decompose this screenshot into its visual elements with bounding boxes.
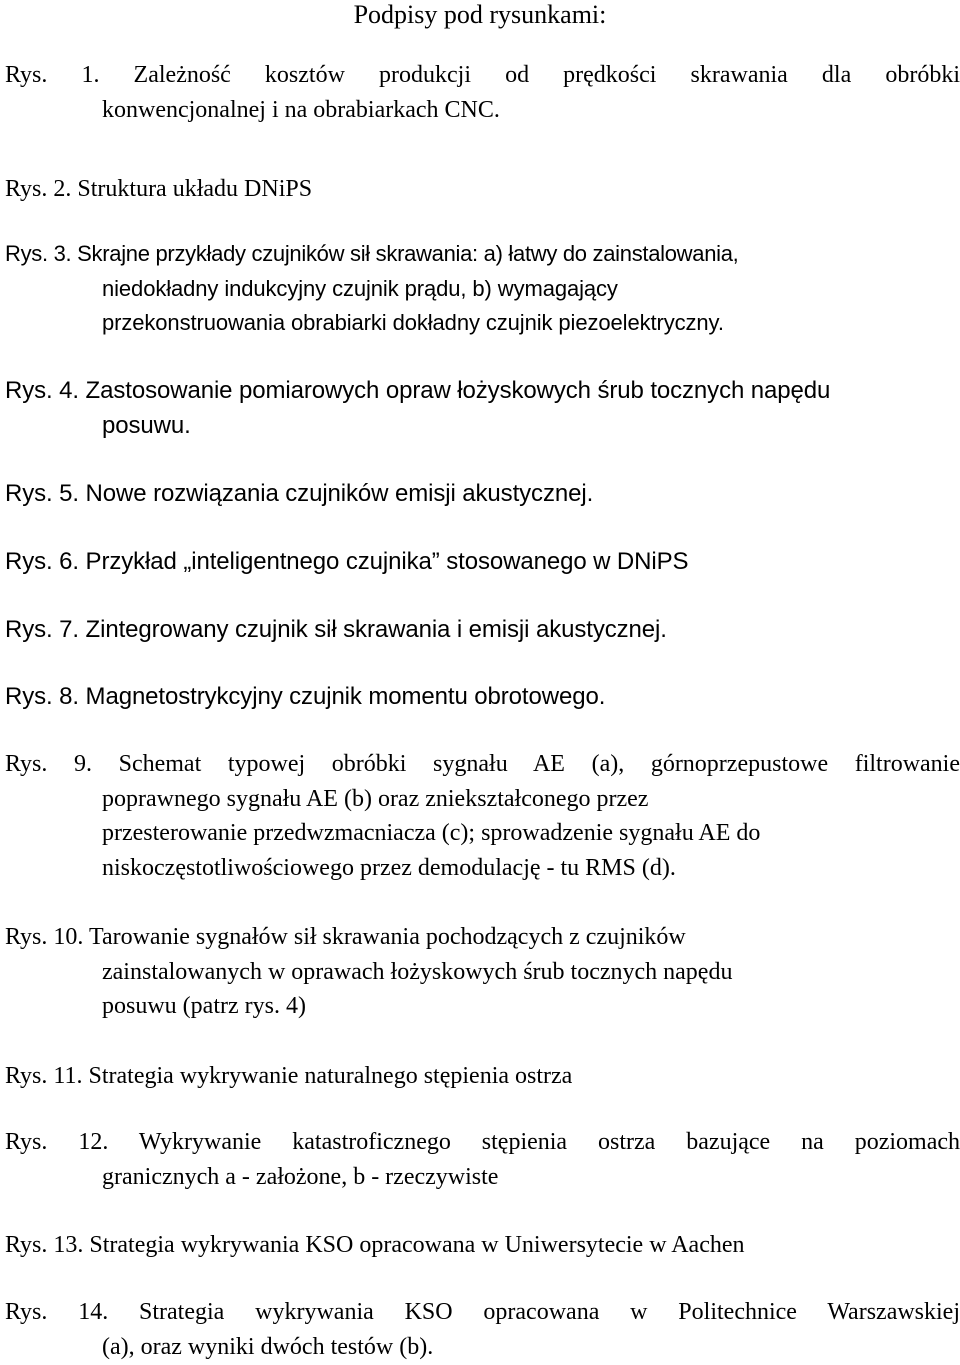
caption-line: poprawnego sygnału AE (b) oraz zniekształconego przez xyxy=(102,785,649,812)
figure-caption-2 xyxy=(5,172,960,207)
caption-line: Rys. 4. Zastosowanie pomiarowych opraw łożyskowych śrub tocznych napędu xyxy=(5,377,831,404)
figure-caption-10 xyxy=(5,920,960,1024)
figure-caption-7 xyxy=(5,613,960,648)
document-title: Podpisy pod rysunkami: xyxy=(353,0,607,29)
caption-line: Rys. 6. Przykład „inteligentnego czujnika” stosowanego w DNiPS xyxy=(5,548,689,575)
caption-line: posuwu (patrz rys. 4) xyxy=(102,993,306,1019)
caption-line: Rys. 12. Wykrywanie katastroficznego stępienia ostrza bazujące na poziomach xyxy=(5,1129,960,1155)
caption-line: Rys. 13. Strategia wykrywania KSO opracowana w Uniwersytecie w Aachen xyxy=(5,1232,745,1258)
figure-caption-4 xyxy=(5,374,960,443)
figure-caption-9 xyxy=(5,747,960,885)
caption-line: niedokładny indukcyjny czujnik prądu, b) wymagający xyxy=(102,275,618,301)
caption-line: zainstalowanych w oprawach łożyskowych śrub tocznych napędu xyxy=(102,958,733,985)
caption-line: Rys. 10. Tarowanie sygnałów sił skrawania pochodzących z czujników xyxy=(5,924,686,950)
caption-line: Rys. 3. Skrajne przykłady czujników sił skrawania: a) łatwy do zainstalowania, xyxy=(5,241,739,266)
caption-line: Rys. 2. Struktura układu DNiPS xyxy=(5,176,313,202)
figure-caption-13 xyxy=(5,1228,960,1263)
caption-line: posuwu. xyxy=(102,411,191,439)
figure-caption-8 xyxy=(5,680,960,715)
figure-caption-6 xyxy=(5,545,960,580)
figure-caption-3 xyxy=(5,237,960,341)
caption-line: Rys. 14. Strategia wykrywania KSO opracowana w Politechnice Warszawskiej xyxy=(5,1299,960,1325)
caption-line: konwencjonalnej i na obrabiarkach CNC. xyxy=(102,96,500,123)
figure-caption-5 xyxy=(5,477,960,512)
figure-caption-1 xyxy=(5,58,960,127)
caption-line: niskoczęstotliwościowego przez demodulację - tu RMS (d). xyxy=(102,854,676,881)
caption-line: przekonstruowania obrabiarki dokładny czujnik piezoelektryczny. xyxy=(102,310,724,335)
figure-caption-14 xyxy=(5,1295,960,1364)
caption-line: Rys. 9. Schemat typowej obróbki sygnału AE (a), górnoprzepustowe filtrowanie xyxy=(5,751,960,777)
figure-caption-11 xyxy=(5,1059,960,1094)
caption-line: Rys. 5. Nowe rozwiązania czujników emisji akustycznej. xyxy=(5,480,594,507)
caption-line: granicznych a - założone, b - rzeczywiste xyxy=(102,1163,499,1190)
caption-line: Rys. 8. Magnetostrykcyjny czujnik momentu obrotowego. xyxy=(5,683,606,710)
caption-line: przesterowanie przedwzmacniacza (c); sprowadzenie sygnału AE do xyxy=(102,820,761,846)
caption-line: Rys. 11. Strategia wykrywanie naturalnego stępienia ostrza xyxy=(5,1063,573,1089)
caption-line: (a), oraz wyniki dwóch testów (b). xyxy=(102,1333,434,1360)
caption-line: Rys. 7. Zintegrowany czujnik sił skrawania i emisji akustycznej. xyxy=(5,616,667,643)
figure-caption-12 xyxy=(5,1125,960,1194)
caption-line: Rys. 1. Zależność kosztów produkcji od prędkości skrawania dla obróbki xyxy=(5,62,960,88)
